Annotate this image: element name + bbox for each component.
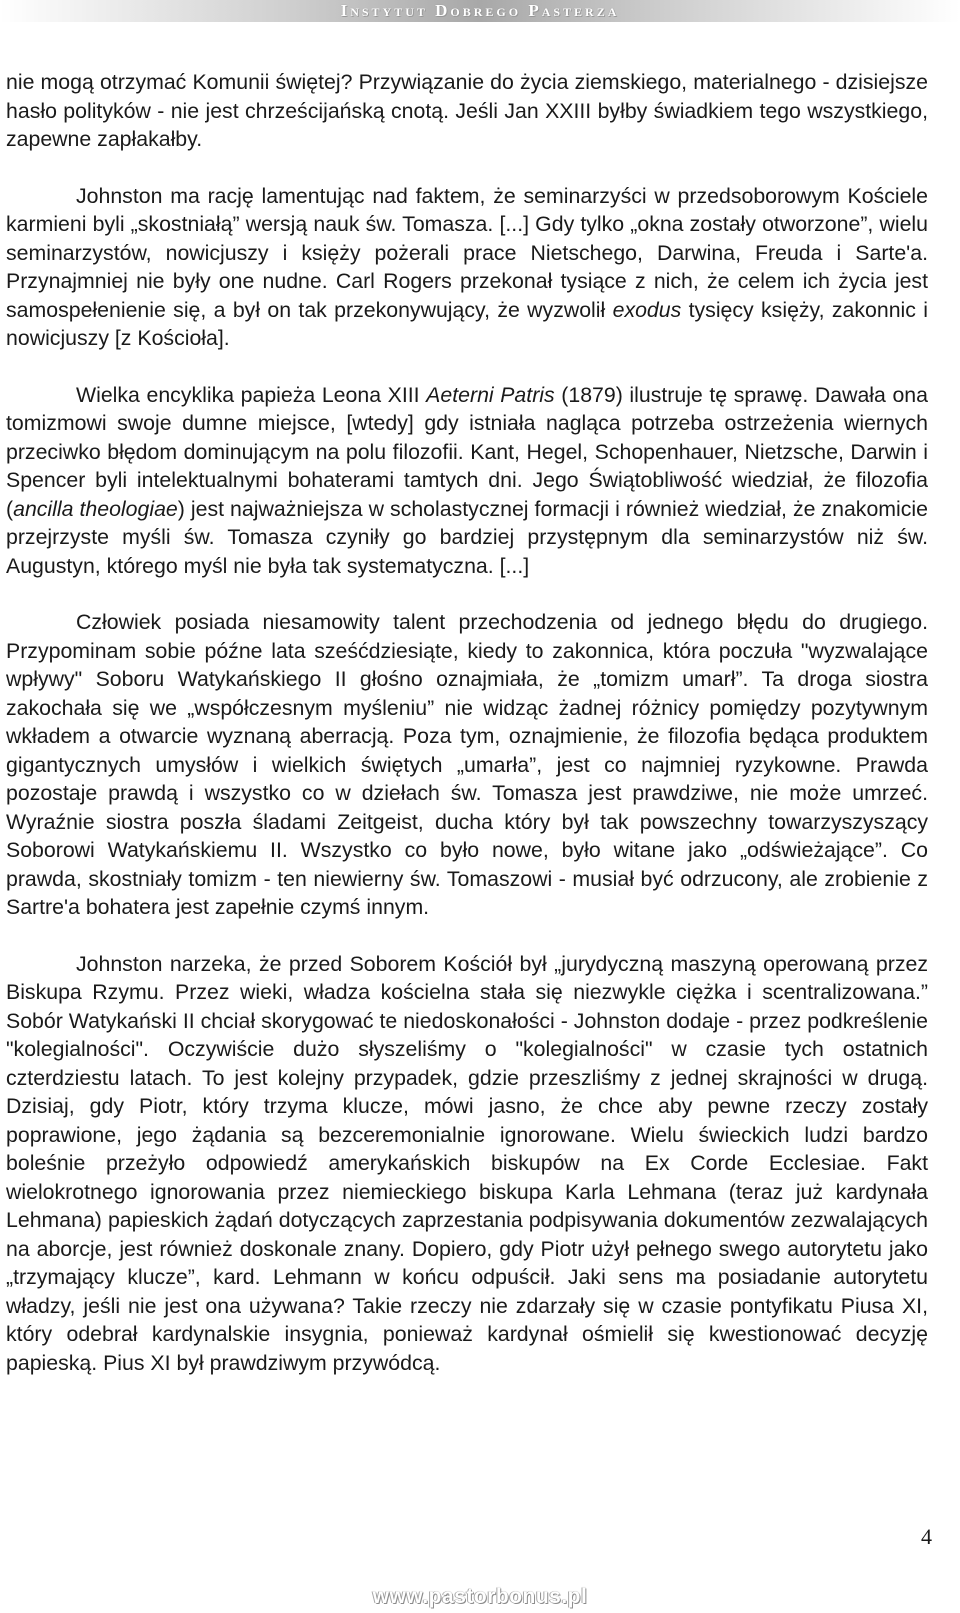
paragraph-4 [6,608,928,922]
header-banner [0,0,960,22]
paragraph-text: Wielka encyklika papieża Leona XIII [76,382,427,407]
paragraph-text: Johnston narzeka, że przed Soborem Kościół był „jurydyczną maszyną operowaną przez Biskupa Rzymu. Przez wieki, władza kościelna stała się niezwykle ciężka i scentralizowana.” Sobór Watykański II chciał skorygować te niedoskonałości - Johnston dodaje - przez podkreślenie "kolegialności". Oczywiście dużo słyszeliśmy o "kolegialności" w czasie tych ostatnich czterdziestu latach. To jest kolejny przypadek, gdzie przeszliśmy z jednej skrajności w drugą. Dzisiaj, gdy Piotr, który trzyma klucze, mówi jasno, że chce aby pewne rzeczy zostały poprawione, jego żądania są bezceremonialnie ignorowane. Wielu świeckich ludzi bardzo boleśnie przeżyło odpowiedź amerykańskich biskupów na Ex Corde Ecclesiae. Fakt wielokrotnego ignorowania przez niemieckiego biskupa Karla Lehmana (teraz już kardynała Lehmana) papieskich żądań dotyczących zaprzestania podpisywania dokumentów zezwalających na aborcje, jest również doskonale znany. Dopiero, gdy Piotr użył pełnego swego autorytetu jako „trzymający klucze”, kard. Lehmann w końcu odpuścił. Jaki sens ma posiadanie autorytetu władzy, jeśli nie jest ona używana? Takie rzeczy nie zdarzały się w czasie pontyfikatu Piusa XI, który odebrał kardynalskie insygnia, ponieważ kardynał ośmielił się kwestionować decyzję papieską. Pius XI był prawdziwym przywódcą. [6,951,928,1375]
italic-term: ancilla theologiae [13,496,178,521]
footer-url[interactable]: www.pastorbonus.pl [372,1585,588,1608]
page-number: 4 [921,1524,932,1549]
italic-title: Aeterni Patris [426,382,555,407]
paragraph-1 [6,68,928,154]
paragraph-text: Człowiek posiada niesamowity talent przechodzenia od jednego błędu do drugiego. Przypominam sobie późne lata sześćdziesiąte, kiedy to zakonnica, która poczuła "wyzwalające wpływy" Soboru Watykańskiego II głośno oznajmiała, że „tomizm umarł”. Ta droga siostra zakochała się we „współczesnym myśleniu” nie widząc żadnej różnicy pomiędzy pozytywnym wkładem a otwarcie wyznaną aberracją. Poza tym, oznajmienie, że filozofia będąca produktem gigantycznych umysłów i wielkich świętych „umarła”, jest co najmniej ryzykowne. Prawda pozostaje prawdą i wszystko co w dziełach św. Tomasza jest prawdziwe, nie może umrzeć. Wyraźnie siostra poszła śladami Zeitgeist, ducha który był tak powszechny towarzyszyszący Soborowi Watykańskiemu II. Wszystko co było nowe, było witane jako „odświeżające”. Co prawda, skostniały tomizm - ten niewierny św. Tomaszowi - musiał być odrzucony, ale zrobienie z Sartre'a bohatera jest zapełnie czymś innym. [6,610,928,919]
paragraph-text: Johnston ma rację lamentując nad faktem, że seminarzyści w przedsoborowym Kościele karmieni byli „skostniałą” wersją nauk św. Tomasza. [...] Gdy tylko „okna zostały otworzone”, wielu seminarzystów, nowicjuszy i księży pożerali prace Nietschego, Darwina, Freuda i Sarte'a. Przynajmniej nie były one nudne. Carl Rogers przekonał tysiące z nich, że celem ich życia jest samospełenienie się, a był on tak przekonywujący, że wyzwolił [6,183,928,322]
paragraph-5 [6,950,928,1378]
paragraph-3 [6,381,928,581]
paragraph-text: (1879) ilustruje tę sprawę. Dawała ona tomizmowi swoje dumne miejsce, [wtedy] gdy istniała nagląca potrzeba ostrzeżenia wiernych przeciwko błędom dominującym na polu filozofii. Kant, Hegel, Schopenhauer, Nietzsche, Darwin i Spencer byli intelektualnymi bohaterami tamtych dni. Jego Świątobliwość wiedział, że filozofia ( [6,382,928,521]
document-body [6,68,928,1405]
header-title: Instytut Dobrego Pasterza [340,1,620,20]
italic-term: exodus [612,297,682,322]
paragraph-text: tysięcy księży, zakonnic i nowicjuszy [z Kościoła]. [6,297,928,350]
paragraph-2 [6,182,928,353]
paragraph-text: nie mogą otrzymać Komunii świętej? Przywiązanie do życia ziemskiego, materialnego - dzisiejsze hasło polityków - nie jest chrześcijańską cnotą. Jeśli Jan XXIII byłby świadkiem tego wszystkiego, zapewne zapłakałby. [6,70,928,151]
paragraph-text: ) jest najważniejsza w scholastycznej formacji i również wiedział, że znakomicie przejrzyste myśli św. Tomasza czyniły go bardziej przystępnym dla seminarzystów niż św. Augustyn, którego myśl nie była tak systematyczna. [...] [6,496,928,578]
